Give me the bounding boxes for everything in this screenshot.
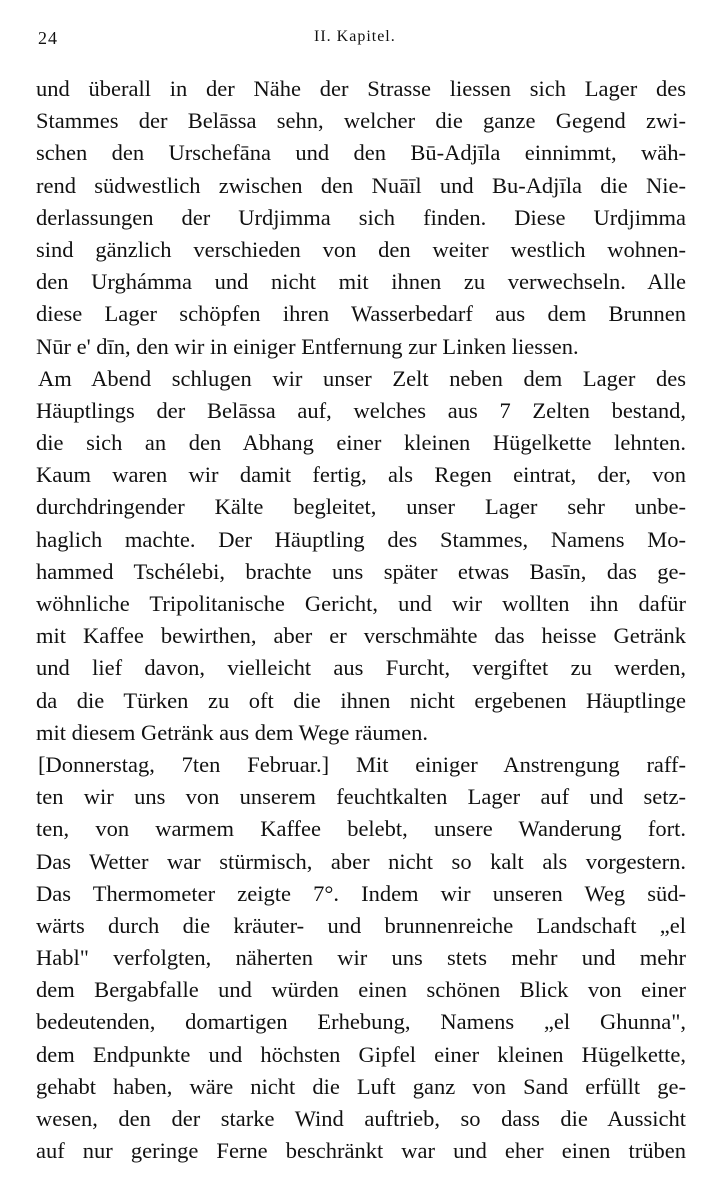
text-line: mit Kaffee bewirthen, aber er verschmähte das heisse Getränk — [36, 623, 686, 649]
text-line: hammed Tschélebi, brachte uns später etwas Basīn, das ge- — [36, 558, 686, 584]
running-head: II. Kapitel. — [314, 28, 396, 45]
text-line: dem Bergabfalle und würden einen schönen Blick von einer — [36, 977, 686, 1003]
text-line: haglich machte. Der Häuptling des Stammes, Namens Mo- — [36, 526, 686, 552]
text-line: gehabt haben, wäre nicht die Luft ganz von Sand erfüllt ge- — [36, 1073, 686, 1099]
text-line: Das Thermometer zeigte 7°. Indem wir unseren Weg süd- — [36, 880, 686, 906]
text-line: auf nur geringe Ferne beschränkt war und eher einen trüben — [36, 1138, 686, 1164]
text-line: den Urghámma und nicht mit ihnen zu verwechseln. Alle — [36, 269, 686, 295]
text-line: [Donnerstag, 7ten Februar.] Mit einiger Anstrengung raff- — [38, 751, 686, 777]
text-line: mit diesem Getränk aus dem Wege räumen. — [36, 719, 429, 745]
text-line: dem Endpunkte und höchsten Gipfel einer kleinen Hügelkette, — [36, 1041, 686, 1067]
text-line: diese Lager schöpfen ihren Wasserbedarf aus dem Brunnen — [36, 301, 686, 327]
text-line: bedeutenden, domartigen Erhebung, Namens „el Ghunna", — [36, 1009, 686, 1035]
text-line: wärts durch die kräuter- und brunnenreiche Landschaft „el — [36, 912, 686, 938]
text-line: die sich an den Abhang einer kleinen Hügelkette lehnten. — [36, 430, 686, 456]
text-line: und lief davon, vielleicht aus Furcht, vergiftet zu werden, — [36, 655, 686, 681]
text-line: schen den Urschefāna und den Bū-Adjīla einnimmt, wäh- — [36, 140, 686, 166]
text-line: Häuptlings der Belāssa auf, welches aus 7 Zelten bestand, — [36, 397, 686, 423]
page-header — [38, 28, 686, 56]
page-number: 24 — [38, 28, 58, 48]
text-line: und überall in der Nähe der Strasse liessen sich Lager des — [36, 76, 686, 101]
body-text — [36, 73, 686, 1167]
text-line: Das Wetter war stürmisch, aber nicht so kalt als vorgestern. — [36, 848, 686, 874]
text-line: ten, von warmem Kaffee belebt, unsere Wanderung fort. — [36, 816, 686, 842]
text-line: ten wir uns von unserem feuchtkalten Lager auf und setz- — [36, 784, 686, 810]
text-line: derlassungen der Urdjimma sich finden. Diese Urdjimma — [36, 204, 686, 230]
text-line: Kaum waren wir damit fertig, als Regen eintrat, der, von — [36, 462, 686, 488]
text-line: sind gänzlich verschieden von den weiter westlich wohnen- — [36, 236, 686, 262]
text-line: durchdringender Kälte begleitet, unser Lager sehr unbe- — [36, 494, 686, 520]
text-line: Habl" verfolgten, näherten wir uns stets mehr und mehr — [36, 945, 686, 971]
text-line: Am Abend schlugen wir unser Zelt neben dem Lager des — [38, 365, 686, 391]
text-line: Nūr e' dīn, den wir in einiger Entfernung zur Linken liessen. — [36, 333, 579, 359]
text-line: wöhnliche Tripolitanische Gericht, und wir wollten ihn dafür — [36, 591, 686, 616]
text-line: wesen, den der starke Wind auftrieb, so dass die Aussicht — [36, 1106, 686, 1131]
text-line: Stammes der Belāssa sehn, welcher die ganze Gegend zwi- — [36, 108, 686, 134]
text-line: rend südwestlich zwischen den Nuāīl und Bu-Adjīla die Nie- — [36, 172, 686, 198]
text-line: da die Türken zu oft die ihnen nicht ergebenen Häuptlinge — [36, 687, 686, 713]
